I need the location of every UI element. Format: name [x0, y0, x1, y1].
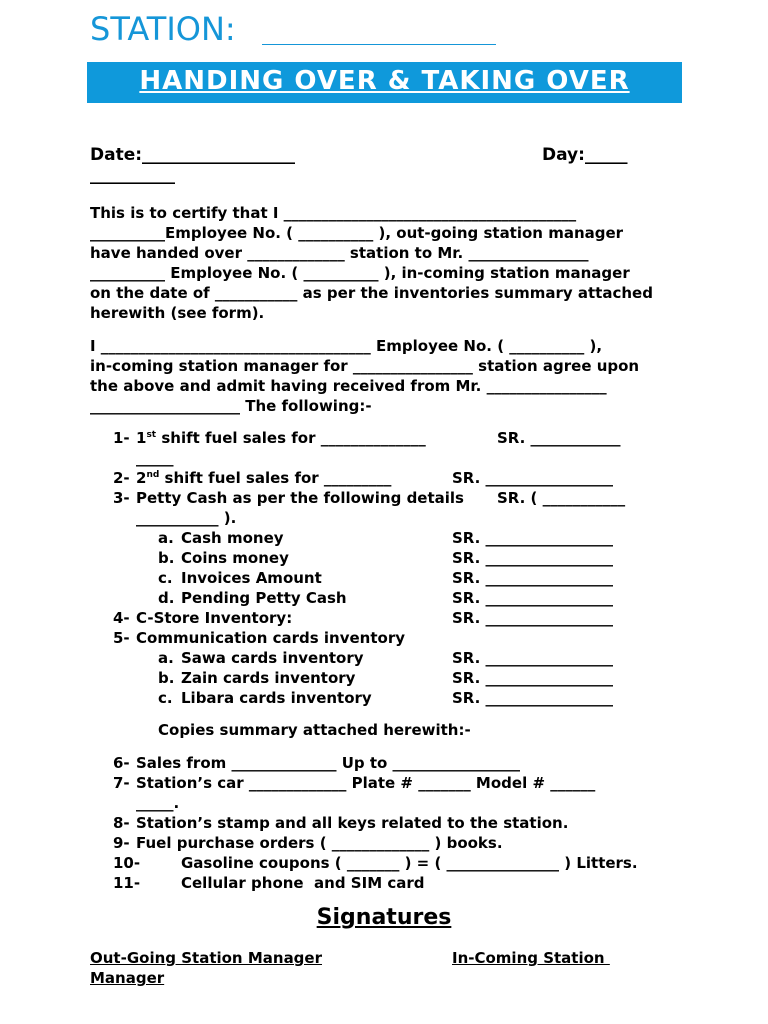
certify-line: This is to certify that I _______________________________________ [90, 204, 577, 222]
item-2-text: 2nd shift fuel sales for _________ [136, 469, 392, 487]
sub-letter: a. [158, 649, 174, 667]
item-number: 4- [113, 609, 130, 627]
item-1-text: 1st shift fuel sales for ______________ [136, 429, 426, 447]
document-title: HANDING OVER & TAKING OVER [139, 66, 630, 96]
incoming-manager-label: In-Coming Station [452, 949, 610, 967]
item-6-text: Sales from ______________ Up to _________________ [136, 754, 521, 772]
item-7-continuation: _____. [136, 794, 180, 812]
item-3d-text: Pending Petty Cash [181, 589, 347, 607]
station-label: STATION: [90, 10, 236, 48]
sub-letter: b. [158, 669, 175, 687]
agree-line: ____________________ The following:- [90, 397, 372, 415]
item-3b-sr: SR. _________________ [452, 549, 614, 567]
certify-line: __________Employee No. ( __________ ), out-going station manager [90, 224, 624, 242]
item-3c-sr: SR. _________________ [452, 569, 614, 587]
item-4-sr: SR. _________________ [452, 609, 614, 627]
item-number: 11- [113, 874, 141, 892]
certify-line: __________ Employee No. ( __________ ), in-coming station manager [90, 264, 630, 282]
item-3c-text: Invoices Amount [181, 569, 322, 587]
item-number: 7- [113, 774, 130, 792]
incoming-manager-label-continuation: Manager [90, 969, 165, 987]
item-3a-text: Cash money [181, 529, 284, 547]
item-8-text: Station’s stamp and all keys related to the station. [136, 814, 569, 832]
item-3a-sr: SR. _________________ [452, 529, 614, 547]
sub-letter: c. [158, 569, 173, 587]
item-number: 9- [113, 834, 130, 852]
item-number: 5- [113, 629, 130, 647]
title-banner [87, 62, 682, 103]
item-3b-text: Coins money [181, 549, 289, 567]
item-number: 3- [113, 489, 130, 507]
day-field: Day:_____ [542, 145, 628, 165]
item-10-text: Gasoline coupons ( _______ ) = ( _______________ ) Litters. [181, 854, 638, 872]
date-field: Date:__________________ [90, 145, 296, 165]
item-4-text: C-Store Inventory: [136, 609, 293, 627]
item-5c-text: Libara cards inventory [181, 689, 372, 707]
station-name-line [262, 44, 496, 45]
item-1-sr: SR. ____________ [497, 429, 621, 447]
certify-line: have handed over _____________ station to Mr. ________________ [90, 244, 589, 262]
item-number: 8- [113, 814, 130, 832]
copies-note: Copies summary attached herewith:- [158, 721, 471, 739]
sub-letter: b. [158, 549, 175, 567]
item-number: 2- [113, 469, 130, 487]
certify-line: on the date of ___________ as per the inventories summary attached [90, 284, 653, 302]
item-9-text: Fuel purchase orders ( _____________ ) books. [136, 834, 503, 852]
item-5-text: Communication cards inventory [136, 629, 406, 647]
item-7-text: Station’s car _____________ Plate # _______ Model # ______ [136, 774, 596, 792]
item-2-sr: SR. _________________ [452, 469, 614, 487]
certify-line: herewith (see form). [90, 304, 265, 322]
signatures-heading: Signatures [316, 905, 452, 930]
agree-line: in-coming station manager for ________________ station agree upon [90, 357, 640, 375]
date-continuation: __________ [90, 165, 175, 185]
sub-letter: c. [158, 689, 173, 707]
item-1-continuation: _____ [136, 449, 174, 467]
item-number: 1- [113, 429, 130, 447]
agree-line: the above and admit having received from Mr. ________________ [90, 377, 607, 395]
item-number: 6- [113, 754, 130, 772]
item-5b-text: Zain cards inventory [181, 669, 356, 687]
item-3d-sr: SR. _________________ [452, 589, 614, 607]
item-3-continuation: ___________ ). [136, 509, 237, 527]
item-5a-sr: SR. _________________ [452, 649, 614, 667]
sub-letter: d. [158, 589, 175, 607]
sub-letter: a. [158, 529, 174, 547]
outgoing-manager-label: Out-Going Station Manager [90, 949, 322, 967]
item-11-text: Cellular phone and SIM card [181, 874, 425, 892]
item-5c-sr: SR. _________________ [452, 689, 614, 707]
item-3-text: Petty Cash as per the following details [136, 489, 464, 507]
item-5a-text: Sawa cards inventory [181, 649, 364, 667]
agree-line: I ____________________________________ Employee No. ( __________ ), [90, 337, 603, 355]
item-3-sr: SR. ( ___________ [497, 489, 626, 507]
item-5b-sr: SR. _________________ [452, 669, 614, 687]
item-number: 10- [113, 854, 141, 872]
